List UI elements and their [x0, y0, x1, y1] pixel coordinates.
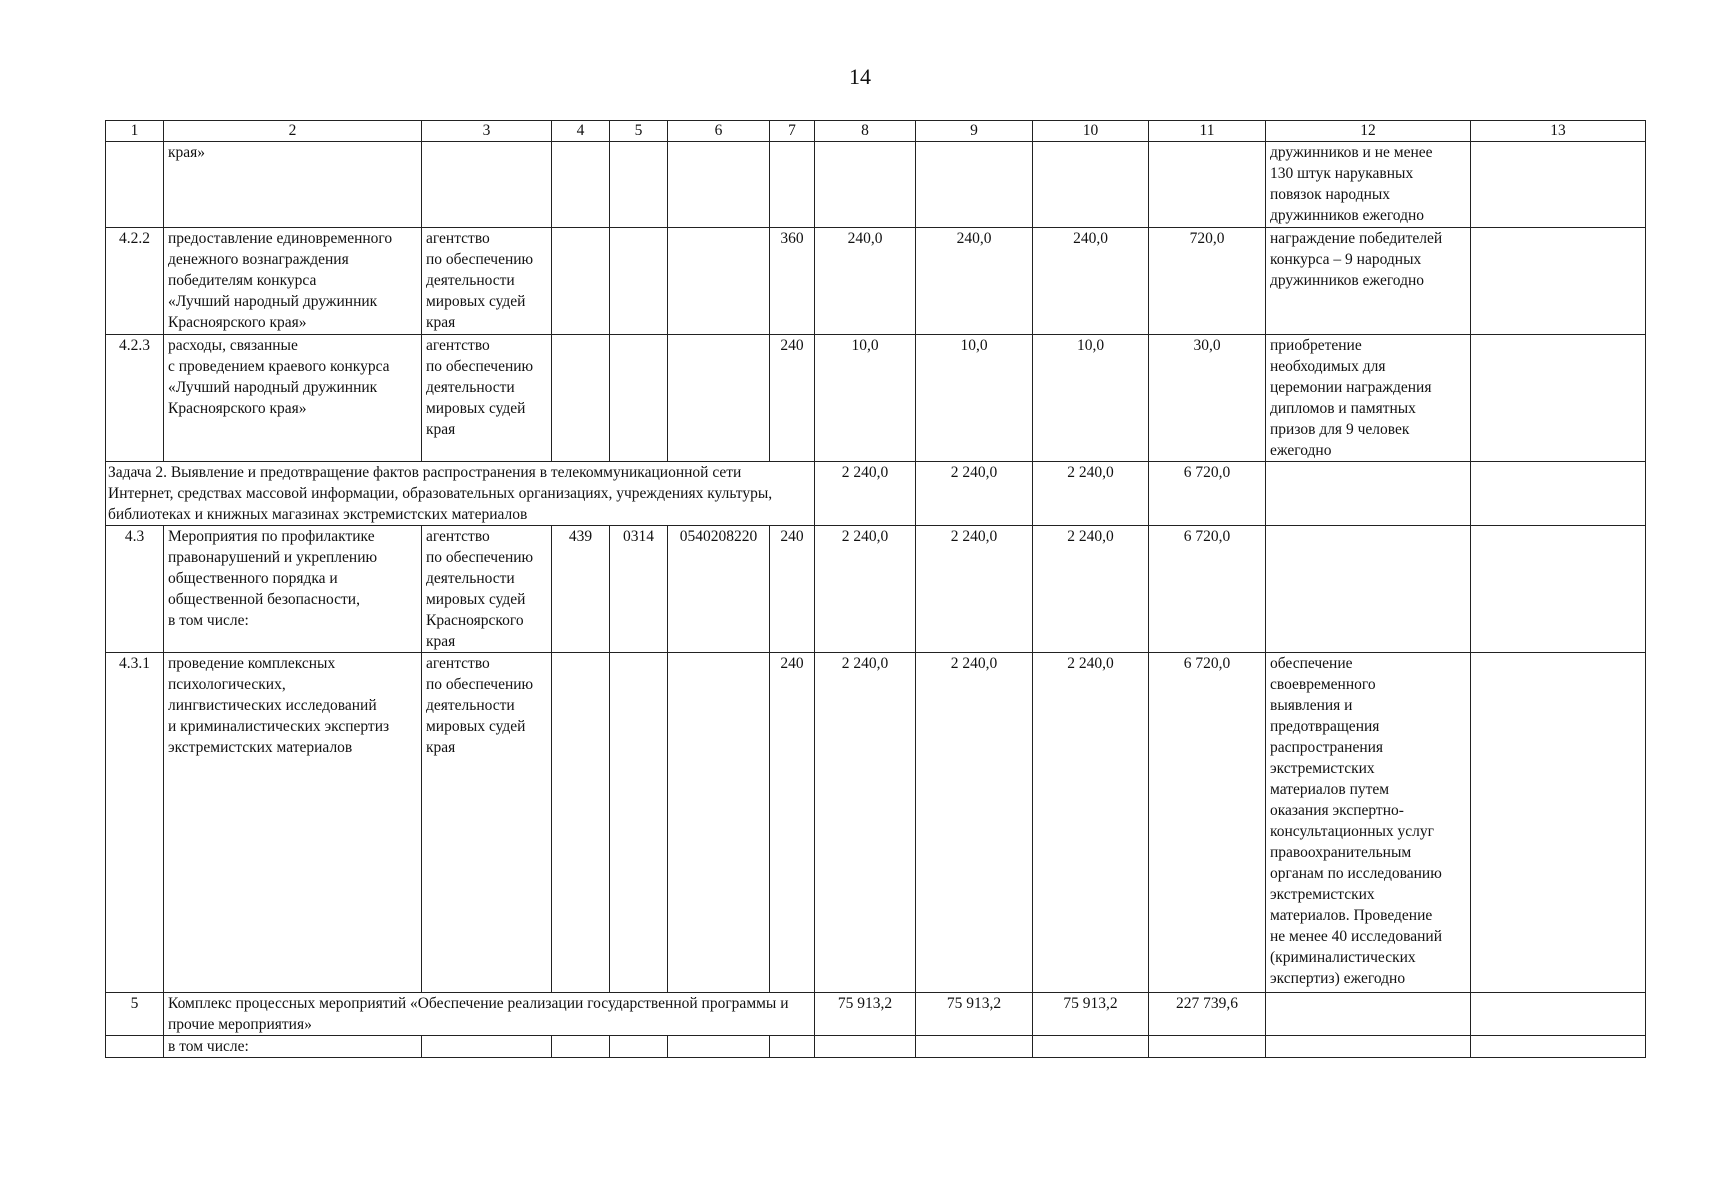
col-header: 11 [1149, 121, 1266, 142]
cell [815, 1036, 916, 1058]
cell [1471, 142, 1646, 228]
cell-year-2: 240,0 [916, 228, 1033, 335]
cell-executor: агентство по обеспечению деятельности мировых судей края [422, 228, 552, 335]
col-header: 10 [1033, 121, 1149, 142]
cell-name: проведение комплексных психологических, лингвистических исследований и криминалистических экспертиз экстремистских материалов [164, 653, 422, 993]
cell-total: 227 739,6 [1149, 993, 1266, 1036]
cell-vr: 240 [770, 526, 815, 653]
cell [770, 1036, 815, 1058]
cell-vr: 360 [770, 228, 815, 335]
cell-year-1: 2 240,0 [815, 462, 916, 526]
cell-csr: 0540208220 [668, 526, 770, 653]
cell [1471, 228, 1646, 335]
cell [1033, 1036, 1149, 1058]
cell [552, 142, 610, 228]
col-header: 12 [1266, 121, 1471, 142]
table-row [106, 653, 1646, 993]
table-row [106, 335, 1646, 462]
cell-name: Комплекс процессных мероприятий «Обеспечение реализации государственной программы и прочие мероприятия» [164, 993, 815, 1036]
cell-code: 4.3.1 [106, 653, 164, 993]
cell [668, 1036, 770, 1058]
cell-year-2: 75 913,2 [916, 993, 1033, 1036]
cell-result: награждение победителей конкурса – 9 народных дружинников ежегодно [1266, 228, 1471, 335]
cell [668, 228, 770, 335]
cell-year-3: 240,0 [1033, 228, 1149, 335]
col-header: 3 [422, 121, 552, 142]
cell [1033, 142, 1149, 228]
cell [1149, 142, 1266, 228]
table-row [106, 526, 1646, 653]
cell-year-2: 2 240,0 [916, 653, 1033, 993]
cell [422, 1036, 552, 1058]
cell-name: расходы, связанные с проведением краевого конкурса «Лучший народный дружинник Красноярского края» [164, 335, 422, 462]
cell-task: Задача 2. Выявление и предотвращение фактов распространения в телекоммуникационной сети Интернет, средствах массовой информации, образовательных организациях, учреждениях культуры, библиотеках и книжных магазинах экстремистских материалов [106, 462, 815, 526]
cell [1471, 993, 1646, 1036]
cell-year-1: 2 240,0 [815, 653, 916, 993]
col-header: 1 [106, 121, 164, 142]
cell-result: приобретение необходимых для церемонии награждения дипломов и памятных призов для 9 человек ежегодно [1266, 335, 1471, 462]
cell-year-1: 2 240,0 [815, 526, 916, 653]
cell-code: 5 [106, 993, 164, 1036]
col-header: 6 [668, 121, 770, 142]
cell-year-3: 2 240,0 [1033, 526, 1149, 653]
cell-year-3: 2 240,0 [1033, 462, 1149, 526]
cell-vr: 240 [770, 653, 815, 993]
cell-rzpr: 0314 [610, 526, 668, 653]
cell-result: дружинников и не менее 130 штук нарукавных повязок народных дружинников ежегодно [1266, 142, 1471, 228]
page-number: 14 [849, 64, 871, 89]
cell [552, 335, 610, 462]
cell [106, 142, 164, 228]
col-header: 5 [610, 121, 668, 142]
cell [1149, 1036, 1266, 1058]
cell-year-2: 10,0 [916, 335, 1033, 462]
cell [1471, 526, 1646, 653]
task-row [106, 462, 1646, 526]
table-row [106, 228, 1646, 335]
cell-name: в том числе: [164, 1036, 422, 1058]
cell [610, 142, 668, 228]
cell [610, 1036, 668, 1058]
col-header: 13 [1471, 121, 1646, 142]
col-header: 4 [552, 121, 610, 142]
col-header: 7 [770, 121, 815, 142]
cell-code: 4.3 [106, 526, 164, 653]
cell [668, 653, 770, 993]
table-row [106, 1036, 1646, 1058]
cell-year-1: 75 913,2 [815, 993, 916, 1036]
cell-total: 6 720,0 [1149, 653, 1266, 993]
cell [106, 1036, 164, 1058]
col-header: 2 [164, 121, 422, 142]
cell [1266, 526, 1471, 653]
cell [916, 1036, 1033, 1058]
cell [1471, 335, 1646, 462]
table-row [106, 993, 1646, 1036]
cell [552, 228, 610, 335]
cell-name: Мероприятия по профилактике правонарушений и укреплению общественного порядка и общественной безопасности, в том числе: [164, 526, 422, 653]
cell [815, 142, 916, 228]
cell-total: 30,0 [1149, 335, 1266, 462]
cell-total: 720,0 [1149, 228, 1266, 335]
cell-year-2: 2 240,0 [916, 462, 1033, 526]
cell [1471, 653, 1646, 993]
table-row [106, 142, 1646, 228]
cell-executor: агентство по обеспечению деятельности мировых судей края [422, 653, 552, 993]
col-header: 9 [916, 121, 1033, 142]
cell [610, 335, 668, 462]
cell [916, 142, 1033, 228]
cell [1266, 1036, 1471, 1058]
cell [1471, 1036, 1646, 1058]
cell-year-3: 10,0 [1033, 335, 1149, 462]
cell [610, 228, 668, 335]
cell-code: 4.2.2 [106, 228, 164, 335]
cell-year-3: 75 913,2 [1033, 993, 1149, 1036]
cell [1266, 462, 1471, 526]
cell-executor: агентство по обеспечению деятельности мировых судей края [422, 335, 552, 462]
cell-name: предоставление единовременного денежного вознаграждения победителям конкурса «Лучший народный дружинник Красноярского края» [164, 228, 422, 335]
cell [422, 142, 552, 228]
program-table [105, 120, 1646, 1058]
cell-total: 6 720,0 [1149, 526, 1266, 653]
cell [552, 653, 610, 993]
cell-total: 6 720,0 [1149, 462, 1266, 526]
cell [668, 142, 770, 228]
cell-grbs: 439 [552, 526, 610, 653]
cell [770, 142, 815, 228]
cell [552, 1036, 610, 1058]
cell-name: края» [164, 142, 422, 228]
cell-vr: 240 [770, 335, 815, 462]
col-header: 8 [815, 121, 916, 142]
cell-year-1: 10,0 [815, 335, 916, 462]
cell [1266, 993, 1471, 1036]
cell-year-1: 240,0 [815, 228, 916, 335]
cell-result: обеспечение своевременного выявления и предотвращения распространения экстремистских материалов путем оказания экспертно- консультационных услуг правоохранительным органам по исследованию экстремистских материалов. Проведение не менее 40 исследований (криминалистических экспертиз) ежегодно [1266, 653, 1471, 993]
cell-executor: агентство по обеспечению деятельности мировых судей Красноярского края [422, 526, 552, 653]
cell [668, 335, 770, 462]
column-numbers-row [106, 121, 1646, 142]
cell [1471, 462, 1646, 526]
cell-year-2: 2 240,0 [916, 526, 1033, 653]
cell-code: 4.2.3 [106, 335, 164, 462]
cell-year-3: 2 240,0 [1033, 653, 1149, 993]
cell [610, 653, 668, 993]
